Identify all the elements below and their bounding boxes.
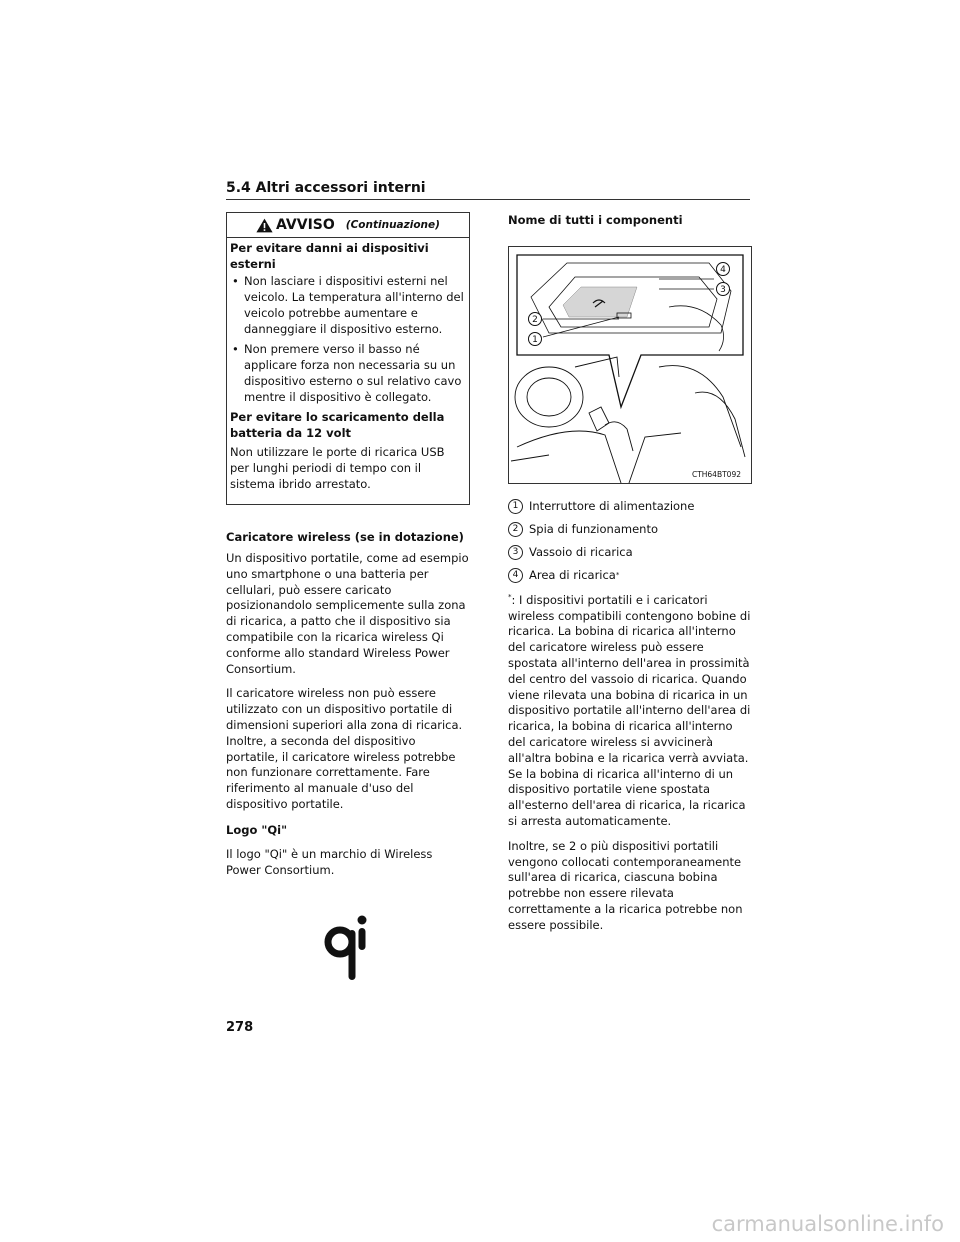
svg-text:2: 2: [532, 315, 538, 325]
wireless-charger-heading: Caricatore wireless (se in dotazione): [226, 530, 464, 544]
legend-item: [508, 521, 752, 537]
qi-logo-text: Il logo "Qi" è un marchio di Wireless Power Consortium.: [226, 846, 433, 877]
footnote-text: : I dispositivi portatili e i caricatori wireless compatibili contengono bobine di ricarica. La bobina di ricarica all'interno del caricatore wireless può essere spostata all'interno dell'area in prossimità del centro del vassoio di ricarica. Quando viene rilevata una bobina di ricarica in un dispositivo portatile all'interno dell'area di ricarica, la bobina di ricarica all'interno del caricatore wireless si avvicinerà all'altra bobina e la ricarica verrà avviata. Se la bobina di ricarica all'interno di un dispositivo portatile viene spostata all'esterno dell'area di ricarica, la ricarica si arresta automaticamente.: [508, 592, 751, 828]
warning-bullet: • Non premere verso il basso né applicare forza non necessaria su un dispositivo esterno o sul relativo cavo mentre il dispositivo è collegato.: [230, 341, 466, 405]
svg-text:4: 4: [720, 265, 726, 275]
legend-item: [508, 544, 752, 560]
page-number: 278: [226, 1020, 254, 1035]
callout-4: [717, 263, 730, 276]
watermark: carmanualsonline.info: [711, 1212, 944, 1236]
legend-number: 4: [508, 568, 523, 583]
legend-number: 1: [508, 499, 523, 514]
warning-triangle-icon: [256, 218, 273, 233]
legend-number: 3: [508, 545, 523, 560]
svg-text:3: 3: [720, 285, 726, 295]
warning-bullet-list: [230, 273, 466, 405]
warning-bullet: • Non lasciare i dispositivi esterni nel veicolo. La temperatura all'interno del veicolo potrebbe aumentare e danneggiare il dispositivo esterno.: [230, 273, 466, 337]
multiple-devices-note: Inoltre, se 2 o più dispositivi portatili vengono collocati contemporaneamente sull'area di ricarica, ciascuna bobina potrebbe non essere rilevata correttamente a la ricarica potrebbe non essere possibile.: [508, 838, 743, 932]
legend-label: Area di ricarica: [529, 568, 616, 582]
footnote-mark: *: [508, 593, 512, 601]
legend-asterisk: *: [615, 571, 620, 579]
warning-header: [227, 213, 469, 238]
warning-body: [227, 238, 469, 504]
wireless-charger-intro: Un dispositivo portatile, come ad esempio uno smartphone o una batteria per cellulari, può essere caricato posizionandolo semplicemente sulla zona di ricarica, a patto che il dispositivo sia compatibile con la ricarica wireless Qi conforme allo standard Wireless Power Consortium.: [226, 551, 469, 676]
right-column: [508, 212, 752, 934]
components-heading: Nome di tutti i componenti: [508, 213, 683, 227]
charger-inset-illustration: [517, 255, 743, 407]
warning-box: [226, 212, 470, 505]
legend-label: Interruttore di alimentazione: [529, 499, 695, 513]
warning-continuation: (Continuazione): [345, 219, 440, 231]
wireless-charger-diagram: [508, 246, 752, 484]
section-header: 5.4 Altri accessori interni: [226, 180, 750, 200]
warning-title: AVVISO: [276, 217, 335, 233]
callout-1: [529, 333, 542, 346]
charging-coil-footnote: [508, 590, 752, 830]
legend-item: [508, 498, 752, 514]
warning-heading-external-devices: Per evitare danni ai dispositivi esterni: [230, 241, 429, 271]
legend-number: 2: [508, 522, 523, 537]
legend-item: [508, 567, 752, 583]
legend-label: Vassoio di ricarica: [529, 545, 633, 559]
qi-logo-heading: Logo "Qi": [226, 822, 288, 837]
svg-text:1: 1: [532, 335, 538, 345]
callout-3: [717, 283, 730, 296]
qi-logo-icon: [322, 914, 370, 984]
callout-2: [529, 313, 542, 326]
left-column: [226, 212, 470, 984]
figure-code: CTH64BT092: [691, 470, 741, 479]
warning-heading-battery: Per evitare lo scaricamento della batteria da 12 volt: [230, 410, 445, 440]
warning-battery-text: Non utilizzare le porte di ricarica USB per lunghi periodi di tempo con il sistema ibrido arrestato.: [230, 445, 445, 491]
wireless-charger-limits: Il caricatore wireless non può essere utilizzato con un dispositivo portatile di dimensioni superiori alla zona di ricarica. Inoltre, a seconda del dispositivo portatile, il caricatore wireless potrebbe non funzionare correttamente. Fare riferimento al manuale d'uso del dispositivo portatile.: [226, 686, 463, 811]
legend-label: Spia di funzionamento: [529, 522, 658, 536]
component-legend: [508, 498, 752, 583]
